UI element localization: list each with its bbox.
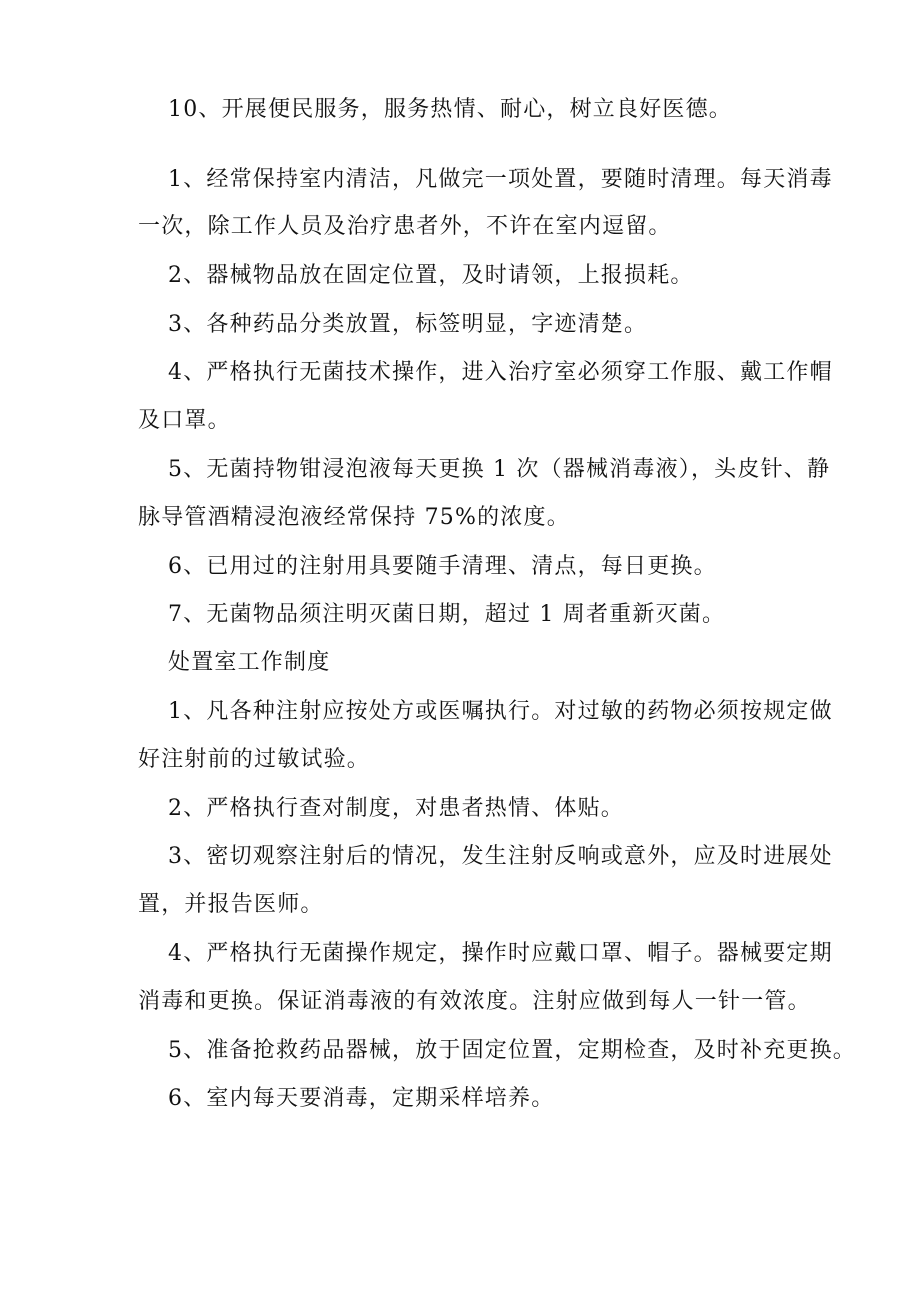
disposal-rule-4-line-1: 4、严格执行无菌操作规定，操作时应戴口罩、帽子。器械要定期 xyxy=(168,941,833,966)
treatment-rule-4-line-2: 及口罩。 xyxy=(138,408,231,433)
treatment-rule-7: 7、无菌物品须注明灭菌日期，超过 1 周者重新灭菌。 xyxy=(168,602,726,627)
treatment-rule-6: 6、已用过的注射用具要随手清理、清点，每日更换。 xyxy=(168,554,717,579)
treatment-rule-3: 3、各种药品分类放置，标签明显，字迹清楚。 xyxy=(168,312,648,337)
treatment-rule-1-line-1: 1、经常保持室内清洁，凡做完一项处置，要随时清理。每天消毒 xyxy=(168,167,833,192)
disposal-rule-4-line-2: 消毒和更换。保证消毒液的有效浓度。注射应做到每人一针一管。 xyxy=(138,989,811,1014)
treatment-rule-5-line-2: 脉导管酒精浸泡液经常保持 75%的浓度。 xyxy=(138,505,570,530)
treatment-rule-1-line-2: 一次，除工作人员及治疗患者外，不许在室内逗留。 xyxy=(138,214,672,239)
disposal-rule-1-line-1: 1、凡各种注射应按处方或医嘱执行。对过敏的药物必须按规定做 xyxy=(168,699,833,724)
paragraph-item-10: 10、开展便民服务，服务热情、耐心，树立良好医德。 xyxy=(168,97,732,122)
disposal-rule-1-line-2: 好注射前的过敏试验。 xyxy=(138,747,371,772)
disposal-rule-2: 2、严格执行查对制度，对患者热情、体贴。 xyxy=(168,796,624,821)
disposal-rule-3-line-1: 3、密切观察注射后的情况，发生注射反响或意外，应及时进展处 xyxy=(168,844,833,869)
treatment-rule-5-line-1: 5、无菌持物钳浸泡液每天更换 1 次（器械消毒液），头皮针、静 xyxy=(168,457,831,482)
treatment-rule-4-line-1: 4、严格执行无菌技术操作，进入治疗室必须穿工作服、戴工作帽 xyxy=(168,360,833,385)
disposal-rule-6: 6、室内每天要消毒，定期采样培养。 xyxy=(168,1086,555,1111)
treatment-rule-2: 2、器械物品放在固定位置，及时请领，上报损耗。 xyxy=(168,263,694,288)
disposal-rule-3-line-2: 置，并报告医师。 xyxy=(138,892,324,917)
disposal-rule-5: 5、准备抢救药品器械，放于固定位置，定期检查，及时补充更换。 xyxy=(168,1038,856,1063)
section-title: 处置室工作制度 xyxy=(168,650,331,675)
